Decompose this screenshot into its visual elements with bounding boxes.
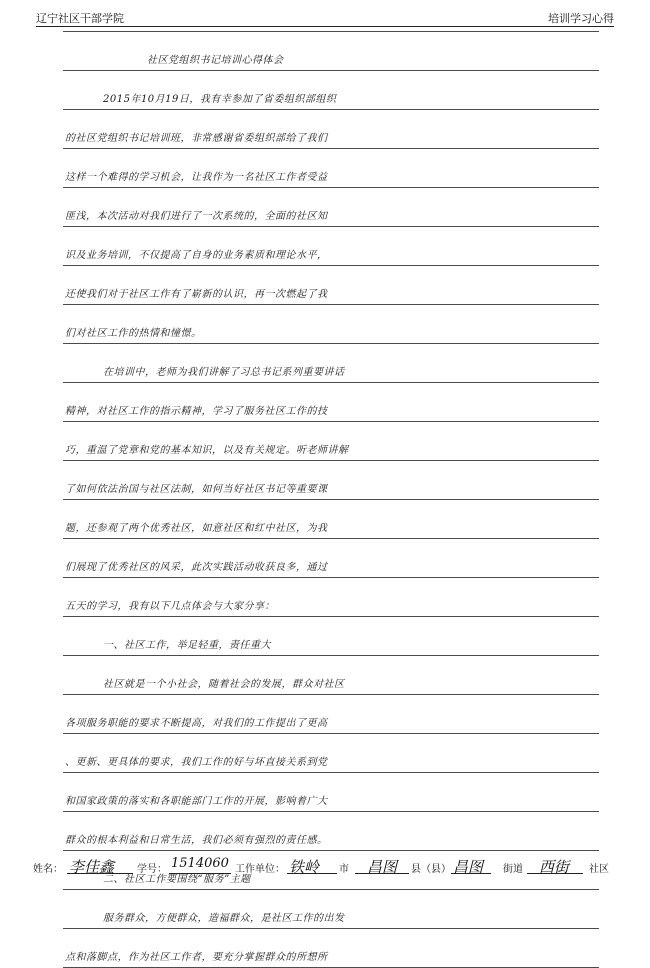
handwritten-line bbox=[63, 266, 599, 305]
line-text: 社区就是一个小社会，随着社会的发展，群众对社区 bbox=[103, 679, 345, 690]
student-id-value: 1514060 bbox=[171, 856, 229, 871]
line-text: 识及业务培训，不仅提高了自身的业务素质和理论水平， bbox=[65, 250, 328, 261]
handwritten-line bbox=[63, 461, 599, 500]
student-info-footer bbox=[33, 855, 623, 875]
line-text: 和国家政策的落实和各职能部门工作的开展，影响着广大 bbox=[65, 796, 328, 807]
district-underline bbox=[355, 873, 409, 874]
handwritten-line bbox=[63, 539, 599, 578]
district-value: 昌图 bbox=[367, 858, 398, 876]
street-underline bbox=[527, 873, 583, 874]
handwritten-line bbox=[63, 617, 599, 656]
city-value: 铁岭 bbox=[289, 858, 320, 876]
line-text: 们展现了优秀社区的风采，此次实践活动收获良多，通过 bbox=[65, 562, 328, 573]
handwritten-line bbox=[63, 32, 599, 71]
line-text: 这样一个难得的学习机会，让我作为一名社区工作者受益 bbox=[65, 172, 328, 183]
line-text: 服务群众，方便群众，造福群众，是社区工作的出发 bbox=[103, 913, 345, 924]
essay-title: 社区党组织书记培训心得体会 bbox=[147, 55, 284, 66]
document-type: 培训学习心得 bbox=[548, 12, 614, 25]
handwritten-line bbox=[63, 305, 599, 344]
line-text: 群众的根本利益和日常生活，我们必须有强烈的责任感。 bbox=[65, 835, 328, 846]
handwritten-line bbox=[63, 422, 599, 461]
handwritten-line bbox=[63, 110, 599, 149]
line-text: 在培训中，老师为我们讲解了习总书记系列重要讲话 bbox=[103, 367, 345, 378]
line-text: 了如何依法治国与社区法制，如何当好社区书记等重要课 bbox=[65, 484, 328, 495]
handwritten-line bbox=[63, 734, 599, 773]
line-text: 2015年10月19日，我有幸参加了省委组织部组织 bbox=[103, 94, 337, 105]
street-label: 街道 bbox=[503, 864, 523, 875]
line-text: 的社区党组织书记培训班，非常感谢省委组织部给了我们 bbox=[65, 133, 328, 144]
line-text: 题，还参观了两个优秀社区，如意社区和红中社区，为我 bbox=[65, 523, 328, 534]
line-text: 点和落脚点，作为社区工作者，要充分掌握群众的所想所 bbox=[65, 952, 328, 963]
handwritten-line bbox=[63, 71, 599, 110]
county-underline bbox=[451, 873, 491, 874]
handwritten-line bbox=[63, 500, 599, 539]
student-id-label: 学号： bbox=[137, 864, 167, 875]
line-text: 五天的学习，我有以下几点体会与大家分享： bbox=[65, 601, 275, 612]
name-label: 姓名： bbox=[33, 864, 63, 875]
line-text: 精神，对社区工作的指示精神，学习了服务社区工作的技 bbox=[65, 406, 328, 417]
student-id-underline bbox=[169, 873, 231, 874]
street-value: 西街 bbox=[539, 858, 570, 876]
name-value: 李佳鑫 bbox=[69, 858, 115, 876]
line-text: 各项服务职能的要求不断提高，对我们的工作提出了更高 bbox=[65, 718, 328, 729]
header-rule bbox=[36, 26, 614, 27]
handwritten-line bbox=[63, 890, 599, 929]
handwritten-line bbox=[63, 188, 599, 227]
community-label: 社区 bbox=[589, 864, 609, 875]
page-header bbox=[36, 10, 614, 26]
city-label: 市 bbox=[339, 864, 349, 875]
handwritten-line bbox=[63, 929, 599, 968]
city-underline bbox=[287, 873, 337, 874]
handwritten-line bbox=[63, 656, 599, 695]
line-text: 巧，重温了党章和党的基本知识，以及有关规定。听老师讲解 bbox=[65, 445, 349, 456]
line-text: 、更新、更具体的要求，我们工作的好与坏直接关系到党 bbox=[65, 757, 328, 768]
line-text: 们对社区工作的热情和憧憬。 bbox=[65, 328, 202, 339]
work-unit-label: 工作单位： bbox=[235, 864, 285, 875]
name-underline bbox=[67, 873, 133, 874]
handwritten-line bbox=[63, 227, 599, 266]
district-label: 县（县） bbox=[411, 864, 451, 875]
line-text: 匪浅，本次活动对我们进行了一次系统的，全面的社区知 bbox=[65, 211, 328, 222]
handwritten-line bbox=[63, 773, 599, 812]
handwritten-line bbox=[63, 344, 599, 383]
county-value: 昌图 bbox=[453, 858, 484, 876]
handwritten-line bbox=[63, 695, 599, 734]
line-text: 二、社区工作要围绕“服务”主题 bbox=[103, 874, 251, 885]
handwritten-line bbox=[63, 578, 599, 617]
handwritten-line bbox=[63, 812, 599, 851]
line-text: 还使我们对于社区工作有了崭新的认识，再一次燃起了我 bbox=[65, 289, 328, 300]
handwritten-line bbox=[63, 383, 599, 422]
institution-name: 辽宁社区干部学院 bbox=[36, 12, 124, 25]
line-text: 一、社区工作，举足轻重，责任重大 bbox=[103, 640, 271, 651]
handwritten-line bbox=[63, 149, 599, 188]
